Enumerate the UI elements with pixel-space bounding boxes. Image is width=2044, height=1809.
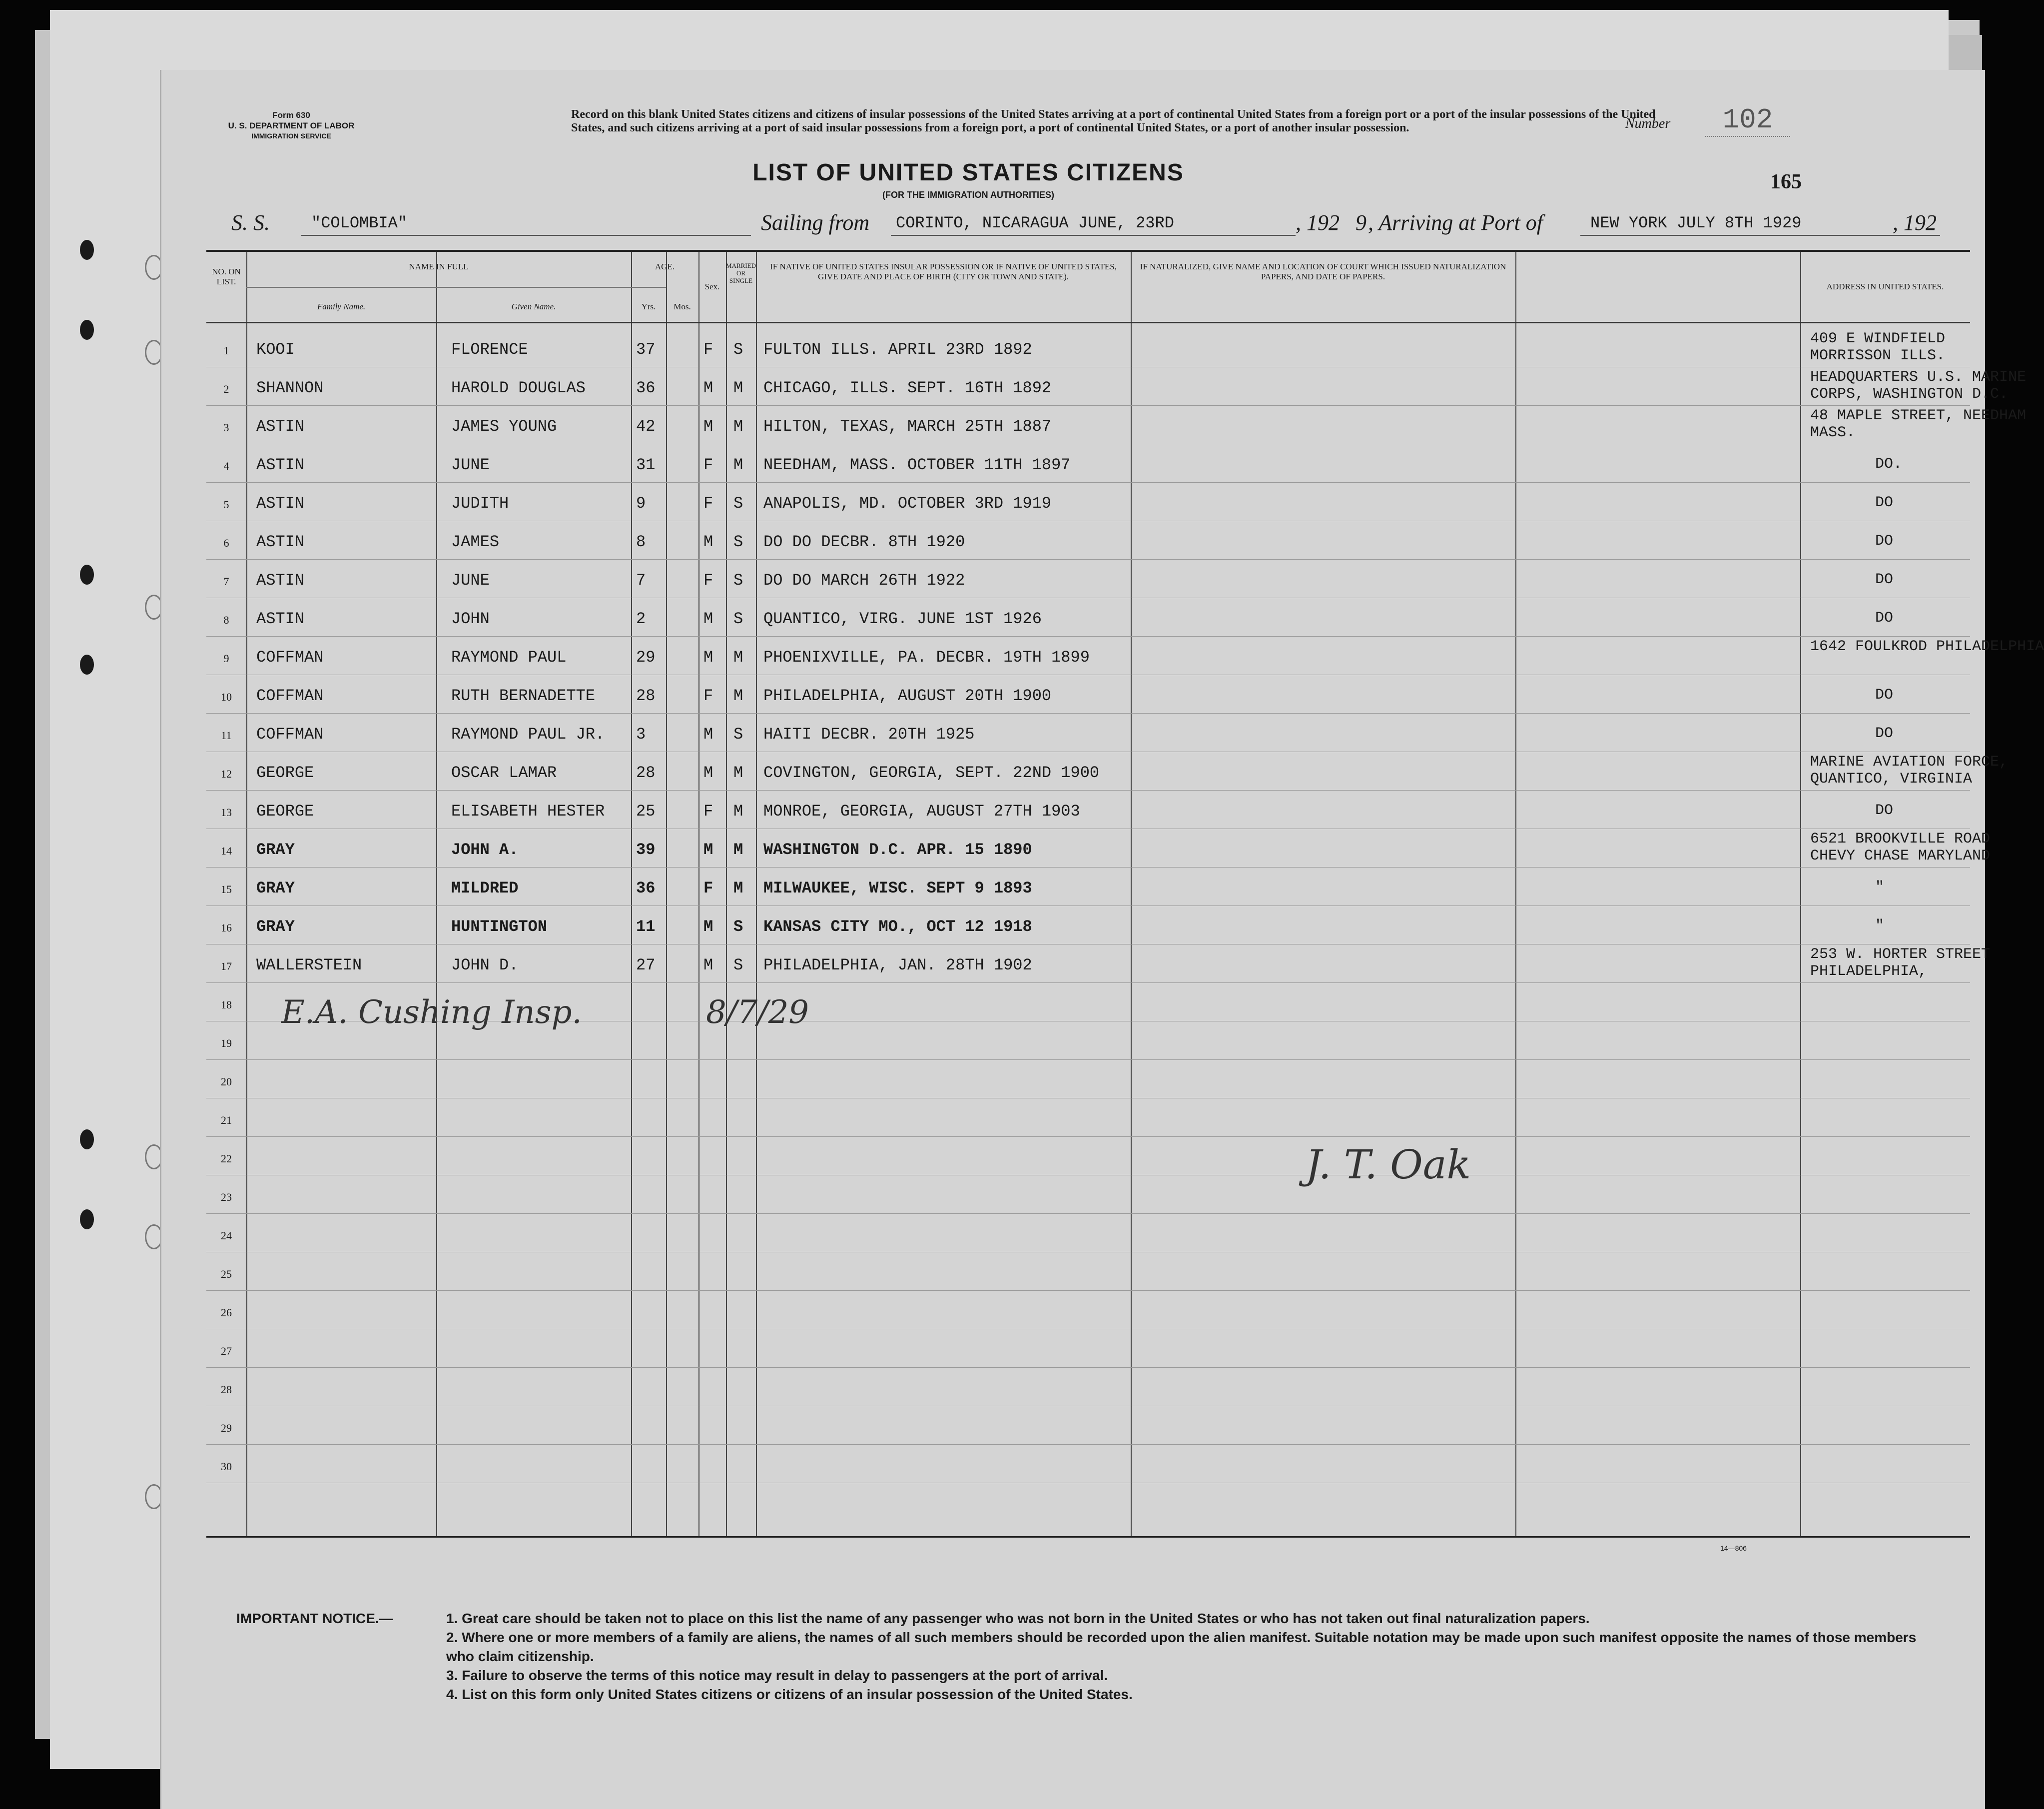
row-number: 5: [223, 498, 229, 511]
passenger-table: [206, 250, 2044, 1538]
row-number: 29: [221, 1422, 232, 1434]
address-line-1: ": [1875, 879, 1885, 896]
marital-status: M: [733, 841, 743, 859]
birth-place-date: FULTON ILLS. APRIL 23RD 1892: [763, 340, 1032, 359]
marital-status: S: [733, 610, 743, 628]
address-line-1: DO: [1875, 571, 1894, 588]
address-line-1: 48 MAPLE STREET, NEEDHAM: [1810, 407, 2027, 424]
given-name: HUNTINGTON: [451, 917, 548, 936]
col-naturalized: IF NATURALIZED, GIVE NAME AND LOCATION OF COURT WHICH ISSUED NATURALIZATION PAPERS, AND DATE OF PAPERS.: [1140, 262, 1506, 281]
age-years: 11: [636, 917, 656, 936]
birth-place-date: NEEDHAM, MASS. OCTOBER 11TH 1897: [763, 456, 1071, 474]
sex: M: [703, 379, 713, 397]
address-line-1: 1642 FOULKROD PHILADELPHIA: [1810, 638, 2044, 655]
arriving-value: NEW YORK JULY 8TH 1929: [1590, 214, 1802, 232]
punch-hole: [80, 565, 94, 585]
marital-status: S: [733, 340, 743, 359]
birth-place-date: QUANTICO, VIRG. JUNE 1ST 1926: [763, 610, 1042, 628]
family-name: ASTIN: [256, 533, 305, 551]
marital-status: M: [733, 456, 743, 474]
given-name: JAMES YOUNG: [451, 417, 557, 436]
sex: M: [703, 841, 713, 859]
row-number: 4: [223, 460, 229, 472]
punch-hole: [80, 240, 94, 260]
birth-place-date: DO DO MARCH 26TH 1922: [763, 571, 965, 590]
given-name: JAMES: [451, 533, 500, 551]
address-line-2: PHILADELPHIA,: [1810, 963, 1928, 980]
number-label: Number: [1625, 116, 1671, 131]
row-number: 28: [221, 1383, 232, 1396]
given-name: RUTH BERNADETTE: [451, 687, 596, 705]
family-name: GRAY: [256, 841, 295, 859]
record-instructions: Record on this blank United States citizens and citizens of insular possessions of the United States arriving at a port of continental United States from a foreign port or a port of the insular possessions of the United States, and such citizens arriving at a port of said insular possessions from a foreign port, a port of continental United States, or a port of another insular possession.: [571, 108, 1656, 134]
arriving-label: , Arriving at Port of: [1368, 210, 1543, 235]
row-number: 26: [221, 1306, 232, 1319]
family-name: COFFMAN: [256, 687, 324, 705]
sex: F: [703, 456, 713, 474]
marital-status: M: [733, 802, 743, 821]
birth-place-date: ANAPOLIS, MD. OCTOBER 3RD 1919: [763, 494, 1052, 513]
given-name: JUDITH: [451, 494, 509, 513]
address-line-2: CHEVY CHASE MARYLAND: [1810, 848, 1991, 865]
age-years: 8: [636, 533, 646, 551]
handwritten-inspector-note: E.A. Cushing Insp.: [281, 994, 582, 1031]
age-years: 28: [636, 764, 656, 782]
address-line-1: DO: [1875, 533, 1894, 550]
family-name: GEORGE: [256, 802, 314, 821]
punch-hole: [80, 655, 94, 675]
age-years: 3: [636, 725, 646, 744]
age-years: 28: [636, 687, 656, 705]
notice-item: 3. Failure to observe the terms of this notice may result in delay to passengers at the port of arrival.: [446, 1668, 1108, 1683]
department-name: U. S. DEPARTMENT OF LABOR: [228, 121, 355, 130]
address-line-2: QUANTICO, VIRGINIA: [1810, 771, 1973, 788]
row-number: 11: [221, 729, 232, 742]
col-mos: Mos.: [674, 302, 691, 311]
age-years: 39: [636, 841, 656, 859]
ss-label: S. S.: [231, 210, 270, 235]
family-name: GRAY: [256, 917, 295, 936]
address-line-2: CORPS, WASHINGTON D.C.: [1810, 386, 2009, 403]
service-name: IMMIGRATION SERVICE: [251, 132, 331, 140]
sex: F: [703, 879, 713, 898]
row-number: 1: [223, 344, 229, 357]
birth-place-date: DO DO DECBR. 8TH 1920: [763, 533, 965, 551]
address-line-1: DO: [1875, 725, 1894, 742]
form-number: Form 630: [272, 110, 310, 120]
given-name: JOHN: [451, 610, 490, 628]
sex: M: [703, 764, 713, 782]
row-number: 23: [221, 1191, 232, 1203]
row-number: 18: [221, 998, 232, 1011]
address-line-1: DO: [1875, 802, 1894, 819]
col-given-name: Given Name.: [511, 302, 556, 311]
age-years: 7: [636, 571, 646, 590]
sex: F: [703, 571, 713, 590]
manifest-number: 102: [1705, 104, 1790, 137]
family-name: ASTIN: [256, 456, 305, 474]
birth-place-date: MONROE, GEORGIA, AUGUST 27TH 1903: [763, 802, 1080, 821]
age-years: 42: [636, 417, 656, 436]
row-number: 13: [221, 806, 232, 819]
marital-status: S: [733, 917, 743, 936]
age-years: 2: [636, 610, 646, 628]
age-years: 37: [636, 340, 656, 359]
address-line-1: ": [1875, 917, 1885, 934]
page-title: LIST OF UNITED STATES CITIZENS: [752, 159, 1184, 186]
sex: M: [703, 417, 713, 436]
marital-status: S: [733, 725, 743, 744]
year-value: 9: [1356, 210, 1366, 235]
age-years: 36: [636, 379, 656, 397]
age-years: 31: [636, 456, 656, 474]
marital-status: S: [733, 494, 743, 513]
row-number: 22: [221, 1152, 232, 1165]
row-number: 6: [223, 537, 229, 549]
family-name: ASTIN: [256, 494, 305, 513]
sex: M: [703, 648, 713, 667]
family-name: SHANNON: [256, 379, 324, 397]
address-line-1: DO: [1875, 610, 1894, 627]
col-age: AGE.: [655, 262, 675, 271]
row-number: 3: [223, 421, 229, 434]
marital-status: M: [733, 417, 743, 436]
col-sex: Sex.: [704, 282, 720, 291]
marital-status: M: [733, 879, 743, 898]
col-no: NO. ON LIST.: [212, 267, 241, 286]
marital-status: M: [733, 687, 743, 705]
age-years: 29: [636, 648, 656, 667]
row-number: 16: [221, 921, 232, 934]
row-number: 12: [221, 768, 232, 780]
row-number: 21: [221, 1114, 232, 1126]
row-number: 30: [221, 1460, 232, 1473]
sex: F: [703, 340, 713, 359]
col-name-in-full: NAME IN FULL: [409, 262, 469, 271]
address-line-1: 253 W. HORTER STREET: [1810, 946, 1991, 963]
page-subtitle: (FOR THE IMMIGRATION AUTHORITIES): [882, 190, 1054, 200]
address-line-1: 6521 BROOKVILLE ROAD: [1810, 831, 1991, 848]
row-number: 9: [223, 652, 229, 665]
sex: M: [703, 956, 713, 974]
sailing-from-label: Sailing from: [761, 210, 870, 235]
family-name: GEORGE: [256, 764, 314, 782]
birth-place-date: PHOENIXVILLE, PA. DECBR. 19TH 1899: [763, 648, 1090, 667]
given-name: FLORENCE: [451, 340, 528, 359]
age-years: 25: [636, 802, 656, 821]
sex: M: [703, 533, 713, 551]
notice-item: 2. Where one or more members of a family are aliens, the names of all such members should be recorded upon the alien manifest. Suitable notation may be made upon such manifest opposite the names of those members who claim citizenship.: [446, 1630, 1917, 1664]
sex: M: [703, 917, 713, 936]
birth-place-date: HAITI DECBR. 20TH 1925: [763, 725, 975, 744]
row-number: 25: [221, 1268, 232, 1280]
row-number: 20: [221, 1075, 232, 1088]
row-number: 19: [221, 1037, 232, 1049]
birth-place-date: CHICAGO, ILLS. SEPT. 16TH 1892: [763, 379, 1052, 397]
address-line-1: DO.: [1875, 456, 1903, 473]
given-name: RAYMOND PAUL JR.: [451, 725, 605, 744]
sailing-from-value: CORINTO, NICARAGUA JUNE, 23RD: [896, 214, 1174, 232]
handwritten-date: 8/7/29: [706, 994, 809, 1031]
marital-status: M: [733, 379, 743, 397]
row-number: 14: [221, 845, 232, 857]
punch-hole: [80, 320, 94, 340]
address-line-1: DO: [1875, 494, 1894, 511]
ship-name: "COLOMBIA": [311, 214, 408, 232]
year-label: , 192: [1296, 210, 1340, 235]
given-name: OSCAR LAMAR: [451, 764, 557, 782]
col-address: ADDRESS IN UNITED STATES.: [1826, 282, 1944, 291]
address-line-2: MORRISSON ILLS.: [1810, 347, 1946, 364]
row-number: 8: [223, 614, 229, 626]
col-family-name: Family Name.: [317, 302, 366, 311]
row-number: 17: [221, 960, 232, 972]
year2-label: , 192: [1893, 210, 1937, 235]
address-line-1: DO: [1875, 687, 1894, 704]
family-name: GRAY: [256, 879, 295, 898]
family-name: ASTIN: [256, 571, 305, 590]
given-name: JUNE: [451, 456, 490, 474]
family-name: ASTIN: [256, 610, 305, 628]
address-line-1: 409 E WINDFIELD: [1810, 330, 1946, 347]
given-name: JOHN D.: [451, 956, 519, 974]
marital-status: M: [733, 764, 743, 782]
birth-place-date: PHILADELPHIA, JAN. 28TH 1902: [763, 956, 1032, 974]
family-name: ASTIN: [256, 417, 305, 436]
col-married-single: MARRIED OR SINGLE: [726, 262, 756, 284]
given-name: ELISABETH HESTER: [451, 802, 605, 821]
birth-place-date: KANSAS CITY MO., OCT 12 1918: [763, 917, 1032, 936]
row-number: 10: [221, 691, 232, 703]
page-number: 165: [1770, 170, 1802, 193]
notice-item: 4. List on this form only United States citizens or citizens of an insular possession of the United States.: [446, 1687, 1133, 1702]
birth-place-date: COVINGTON, GEORGIA, SEPT. 22ND 1900: [763, 764, 1100, 782]
row-number: 2: [223, 383, 229, 395]
row-number: 15: [221, 883, 232, 896]
age-years: 9: [636, 494, 646, 513]
col-birth: IF NATIVE OF UNITED STATES INSULAR POSSESSION OR IF NATIVE OF UNITED STATES, GIVE DATE AND PLACE OF BIRTH (CITY OR TOWN AND STATE).: [770, 262, 1117, 281]
form-header: [216, 110, 366, 141]
age-years: 27: [636, 956, 656, 974]
sex: M: [703, 725, 713, 744]
sex: F: [703, 802, 713, 821]
notice-heading: IMPORTANT NOTICE.—: [236, 1611, 393, 1626]
sex: M: [703, 610, 713, 628]
manifest-page: [50, 10, 2044, 1769]
given-name: JUNE: [451, 571, 490, 590]
form-code: 14—806: [1720, 1544, 1747, 1552]
given-name: JOHN A.: [451, 841, 519, 859]
row-number: 7: [223, 575, 229, 588]
birth-place-date: PHILADELPHIA, AUGUST 20TH 1900: [763, 687, 1052, 705]
punch-hole: [80, 1209, 94, 1229]
family-name: COFFMAN: [256, 648, 324, 667]
sex: F: [703, 494, 713, 513]
row-number: 24: [221, 1229, 232, 1242]
address-line-2: MASS.: [1810, 424, 1856, 441]
col-yrs: Yrs.: [641, 302, 656, 311]
family-name: WALLERSTEIN: [256, 956, 362, 974]
notice-item: 1. Great care should be taken not to place on this list the name of any passenger who was not born in the United States or who has not taken out final naturalization papers.: [446, 1611, 1590, 1626]
age-years: 36: [636, 879, 656, 898]
row-number: 27: [221, 1345, 232, 1357]
birth-place-date: WASHINGTON D.C. APR. 15 1890: [763, 841, 1032, 859]
marital-status: S: [733, 533, 743, 551]
given-name: HAROLD DOUGLAS: [451, 379, 586, 397]
birth-place-date: MILWAUKEE, WISC. SEPT 9 1893: [763, 879, 1032, 898]
marital-status: S: [733, 571, 743, 590]
family-name: COFFMAN: [256, 725, 324, 744]
family-name: KOOI: [256, 340, 295, 359]
address-line-1: HEADQUARTERS U.S. MARINE: [1810, 369, 2027, 386]
sex: F: [703, 687, 713, 705]
handwritten-signature: J. T. Oak: [1306, 1141, 1471, 1188]
punch-hole: [80, 1129, 94, 1149]
citizen-list-form: [160, 70, 2044, 1809]
given-name: MILDRED: [451, 879, 519, 898]
marital-status: M: [733, 648, 743, 667]
given-name: RAYMOND PAUL: [451, 648, 567, 667]
sailing-line: [231, 210, 1940, 240]
birth-place-date: HILTON, TEXAS, MARCH 25TH 1887: [763, 417, 1052, 436]
marital-status: S: [733, 956, 743, 974]
address-line-1: MARINE AVIATION FORCE,: [1810, 754, 2009, 771]
